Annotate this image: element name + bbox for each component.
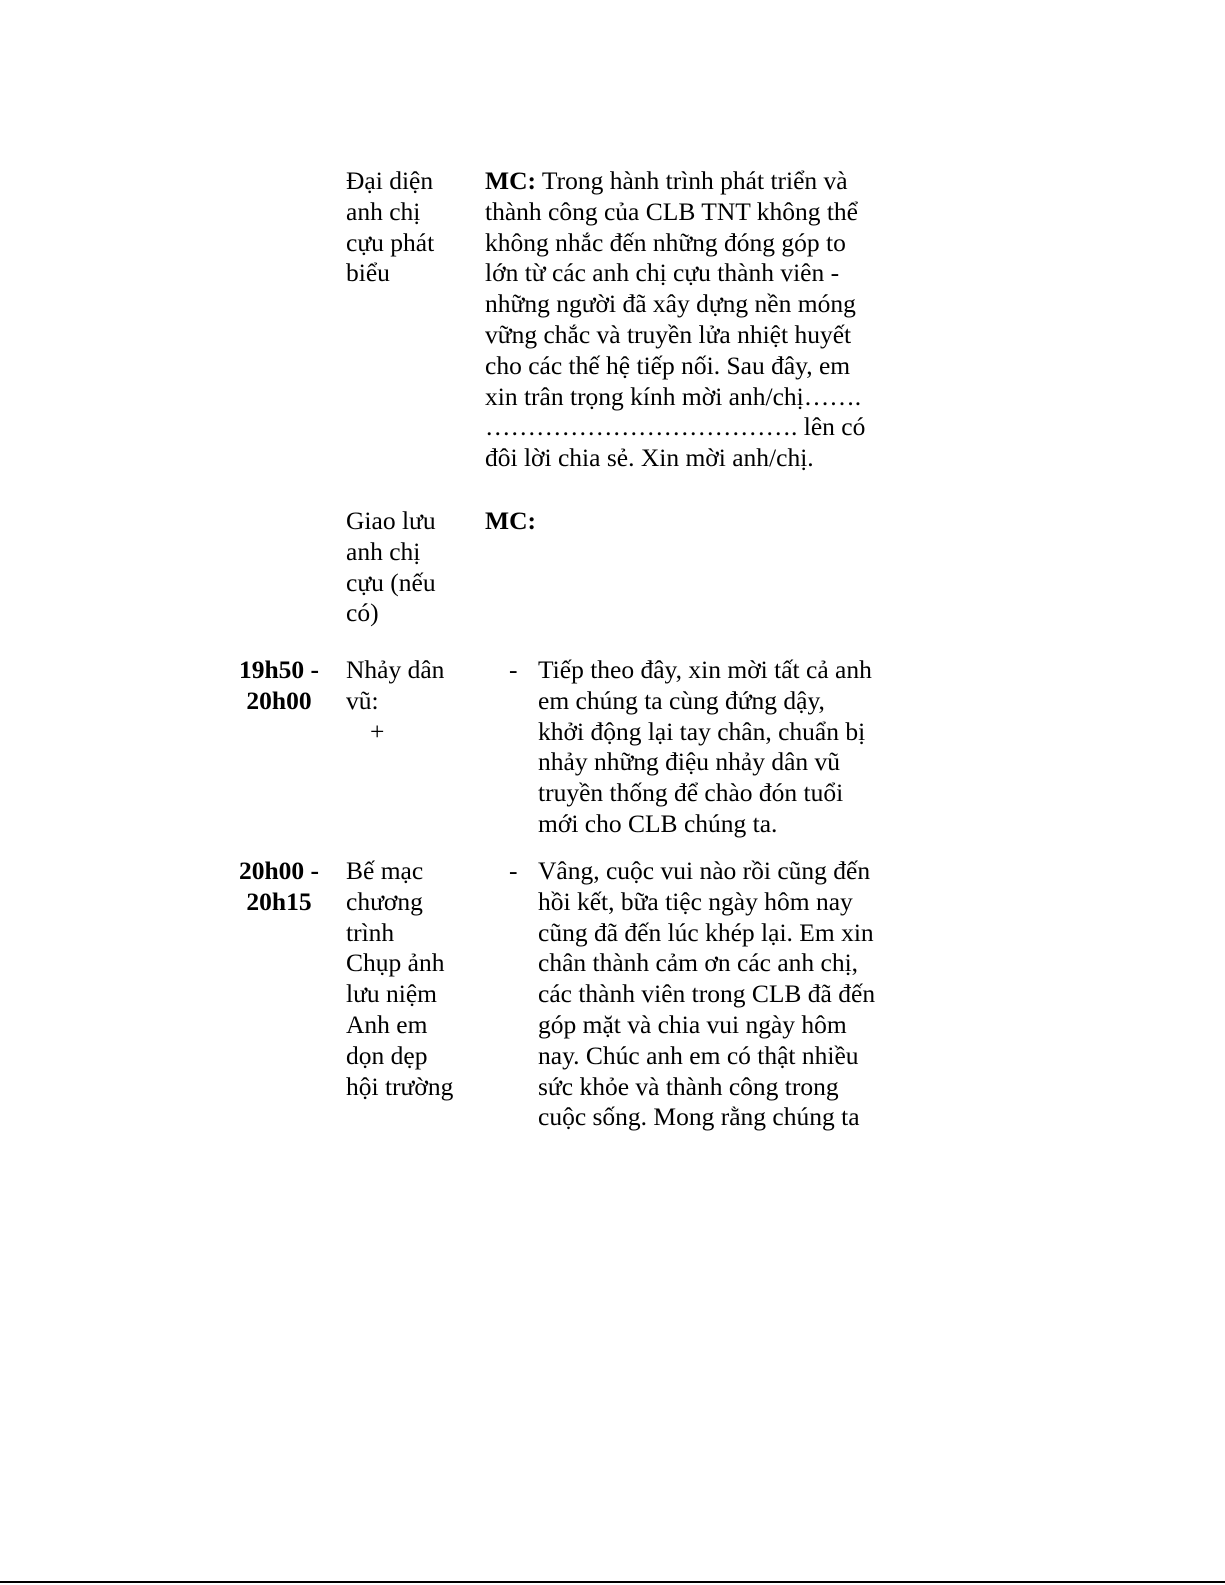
time-cell [227, 856, 331, 918]
script-line: nay. Chúc anh em có thật nhiều [538, 1040, 859, 1070]
time-start: 20h00 - [238, 856, 320, 885]
activity-line: lưu niệm [346, 979, 438, 1009]
activity-line: Giao lưu [346, 506, 436, 535]
mc-line: vững chắc và truyền lửa nhiệt huyết [485, 319, 852, 349]
mc-label: MC: [485, 166, 536, 195]
activity-line: anh chị [346, 536, 421, 566]
bullet-text [538, 856, 938, 1133]
script-line: chân thành cảm ơn các anh chị, [538, 948, 859, 978]
activity-cell [346, 655, 471, 747]
mc-line: ………………………………. lên có [485, 412, 866, 442]
mc-line: những người đã xây dựng nền móng [485, 289, 856, 319]
mc-line: lớn từ các anh chị cựu thành viên - [485, 258, 840, 288]
activity-line: Nhảy dân [346, 655, 445, 684]
activity-cell [346, 166, 471, 289]
bullet-text [538, 655, 938, 840]
mc-label: MC: [485, 506, 536, 535]
activity-line: cựu phát [346, 227, 435, 257]
mc-line: cho các thế hệ tiếp nối. Sau đây, em [485, 350, 851, 380]
activity-line: Đại diện [346, 166, 434, 195]
script-line: cuộc sống. Mong rằng chúng ta [538, 1102, 860, 1132]
script-line: truyền thống để chào đón tuổi [538, 778, 844, 808]
script-line: khởi động lại tay chân, chuẩn bị [538, 716, 866, 746]
dash-marker: - [509, 856, 518, 885]
activity-line: Anh em [346, 1009, 428, 1039]
mc-script-cell [485, 166, 915, 474]
activity-cell [346, 856, 471, 1102]
mc-line: thành công của CLB TNT không thể [485, 196, 858, 226]
mc-line: xin trân trọng kính mời anh/chị……. [485, 381, 862, 411]
script-line: hồi kết, bữa tiệc ngày hôm nay [538, 886, 853, 916]
script-line: nhảy những điệu nhảy dân vũ [538, 747, 841, 777]
mc-line: không nhắc đến những đóng góp to [485, 227, 846, 257]
activity-sub-bullet: + [370, 716, 385, 746]
mc-line: đôi lời chia sẻ. Xin mời anh/chị. [485, 443, 814, 473]
activity-line: trình [346, 917, 395, 947]
activity-line: vũ: [346, 685, 379, 715]
activity-line: cựu (nếu [346, 567, 436, 597]
activity-line: Chụp ảnh [346, 948, 445, 978]
time-cell [227, 655, 331, 717]
script-line: sức khỏe và thành công trong [538, 1071, 839, 1101]
script-line: góp mặt và chia vui ngày hôm [538, 1009, 847, 1039]
activity-line: hội trường [346, 1071, 454, 1101]
activity-line: anh chị [346, 196, 421, 226]
mc-line: Trong hành trình phát triển và [535, 166, 848, 195]
script-line: em chúng ta cùng đứng dậy, [538, 685, 825, 715]
activity-line: Bế mạc [346, 856, 424, 885]
page-bottom-rule [0, 1581, 1225, 1583]
script-line: mới cho CLB chúng ta. [538, 808, 778, 838]
time-start: 19h50 - [238, 655, 320, 684]
script-line: Vâng, cuộc vui nào rồi cũng đến [538, 856, 871, 885]
activity-cell [346, 506, 471, 629]
script-line: các thành viên trong CLB đã đến [538, 979, 876, 1009]
activity-line: biểu [346, 258, 390, 288]
activity-line: có) [346, 598, 379, 628]
dash-marker: - [509, 655, 518, 684]
activity-line: chương [346, 886, 423, 916]
mc-script-cell [485, 506, 915, 537]
time-end: 20h15 [246, 886, 312, 916]
activity-line: dọn dẹp [346, 1040, 428, 1070]
script-line: Tiếp theo đây, xin mời tất cả anh [538, 655, 872, 684]
time-end: 20h00 [246, 685, 312, 715]
script-line: cũng đã đến lúc khép lại. Em xin [538, 917, 874, 947]
